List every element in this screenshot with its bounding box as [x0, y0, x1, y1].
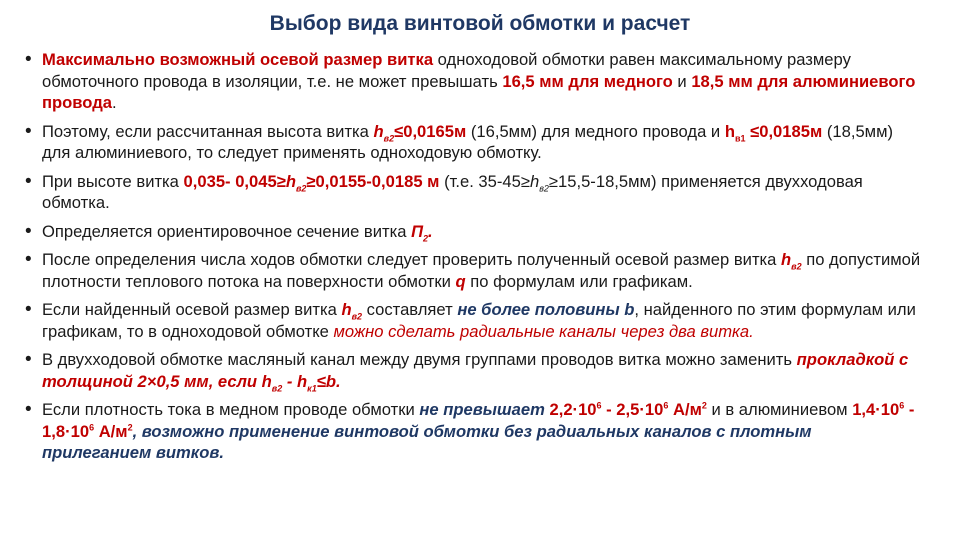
symbol-h: h	[285, 171, 296, 191]
symbol-h: h	[373, 121, 384, 141]
bullet-list	[24, 49, 924, 471]
value-copper-limit: 16,5 мм для медного	[502, 71, 673, 91]
bullet-item-double-pass	[24, 171, 924, 214]
text: и	[672, 71, 692, 91]
text: .	[111, 93, 117, 112]
symbol-p: П	[411, 221, 424, 241]
emphasis-not-exceed: не превышает	[419, 400, 545, 419]
slide-title: Выбор вида винтовой обмотки и расчет	[269, 12, 691, 35]
value-aluminium-density: 1,4·10	[852, 400, 900, 419]
value-aluminium-density: - 1,8·10	[42, 400, 915, 441]
value-range: ≥0,0155-0,0185 м	[306, 171, 440, 191]
subscript: в2	[539, 182, 549, 193]
term-max-axial-size: Максимально возможный осевой размер витка	[42, 50, 434, 69]
text: Поэтому, если рассчитанная высота витка	[42, 121, 374, 141]
text: , найденного по этим формулам или графикам, то в одноходовой обмотке	[42, 300, 916, 341]
emphasis-spacer: прокладкой с толщиной 2×0,5 мм, если h	[42, 350, 909, 391]
bullet-item-radial-channels	[24, 299, 924, 342]
emphasis-spacer: - h	[282, 371, 308, 391]
symbol-h: h	[781, 250, 792, 269]
subscript: в2	[271, 382, 283, 393]
emphasis-spacer: ≤b.	[316, 371, 341, 391]
text: составляет	[362, 300, 458, 319]
subscript: в2	[791, 261, 802, 272]
text: по допустимой плотности теплового потока на поверхности обмотки	[42, 250, 921, 291]
text: Если найденный осевой размер витка	[42, 300, 342, 319]
exponent: 2	[701, 400, 707, 411]
value-aluminium-height: ≤0,0185м	[745, 121, 823, 141]
text: Определяется ориентировочное сечение витка	[42, 221, 412, 241]
subscript: в2	[351, 311, 363, 322]
bullet-item-current-density	[24, 399, 924, 464]
text: и в алюминиевом	[706, 400, 853, 419]
symbol-h: h	[341, 300, 352, 319]
text: (16,5мм) для медного провода и	[466, 121, 725, 141]
exponent: 6	[663, 400, 669, 411]
value-aluminium-limit: 18,5 мм для алюминиевого провода	[42, 71, 916, 112]
text: После определения числа ходов обмотки следует проверить полученный осевой размер витка	[42, 250, 782, 269]
text: В двухходовой обмотке масляный канал между двумя группами проводов витка можно заменить	[42, 350, 797, 369]
exponent: 6	[89, 421, 95, 432]
exponent: 6	[899, 400, 905, 411]
text: одноходовой обмотки равен максимальному размеру обмоточного провода в изоляции, т.е. не может превышать	[42, 50, 851, 91]
subscript: 2	[423, 232, 429, 243]
unit: А/м	[94, 421, 128, 441]
exponent: 2	[127, 421, 133, 432]
emphasis-conclusion: , возможно применение винтовой обмотки без радиальных каналов с плотным прилеганием витков.	[42, 421, 812, 462]
text: Если плотность тока в медном проводе обмотки	[42, 400, 420, 419]
value-copper-density: 2,2·10	[544, 400, 597, 419]
value-copper-density: - 2,5·10	[601, 400, 664, 419]
unit: А/м	[668, 400, 702, 419]
subscript: в2	[383, 132, 395, 143]
value-range: 0,035- 0,045≥	[183, 171, 286, 191]
text: ≥15,5-18,5мм) применяется двухходовая обмотка.	[42, 171, 863, 212]
bullet-item-single-pass	[24, 121, 924, 164]
subscript: к1	[307, 382, 317, 393]
subscript: в2	[295, 182, 307, 193]
bullet-item-max-axial-size	[24, 49, 924, 114]
value-copper-height: ≤0,0165м	[394, 121, 467, 141]
emphasis-half-b: не более половины b	[457, 300, 635, 319]
subscript: в1	[734, 132, 746, 143]
text: .	[428, 221, 433, 241]
text: (т.е. 35-45≥	[439, 171, 530, 191]
symbol-q: q	[455, 271, 466, 291]
text: (18,5мм) для алюминиевого, то следует применять одноходовую обмотку.	[42, 121, 894, 162]
exponent: 6	[596, 400, 602, 411]
text: При высоте витка	[42, 171, 184, 191]
emphasis-radial-channels: можно сделать радиальные каналы через два витка.	[333, 321, 754, 341]
bullet-item-oil-channel	[24, 349, 924, 392]
text: по формулам или графикам.	[465, 271, 693, 291]
symbol-h: h	[724, 121, 735, 141]
bullet-item-cross-section	[24, 221, 924, 243]
symbol-h: h	[529, 171, 540, 191]
bullet-item-check-axial-size	[24, 249, 924, 292]
